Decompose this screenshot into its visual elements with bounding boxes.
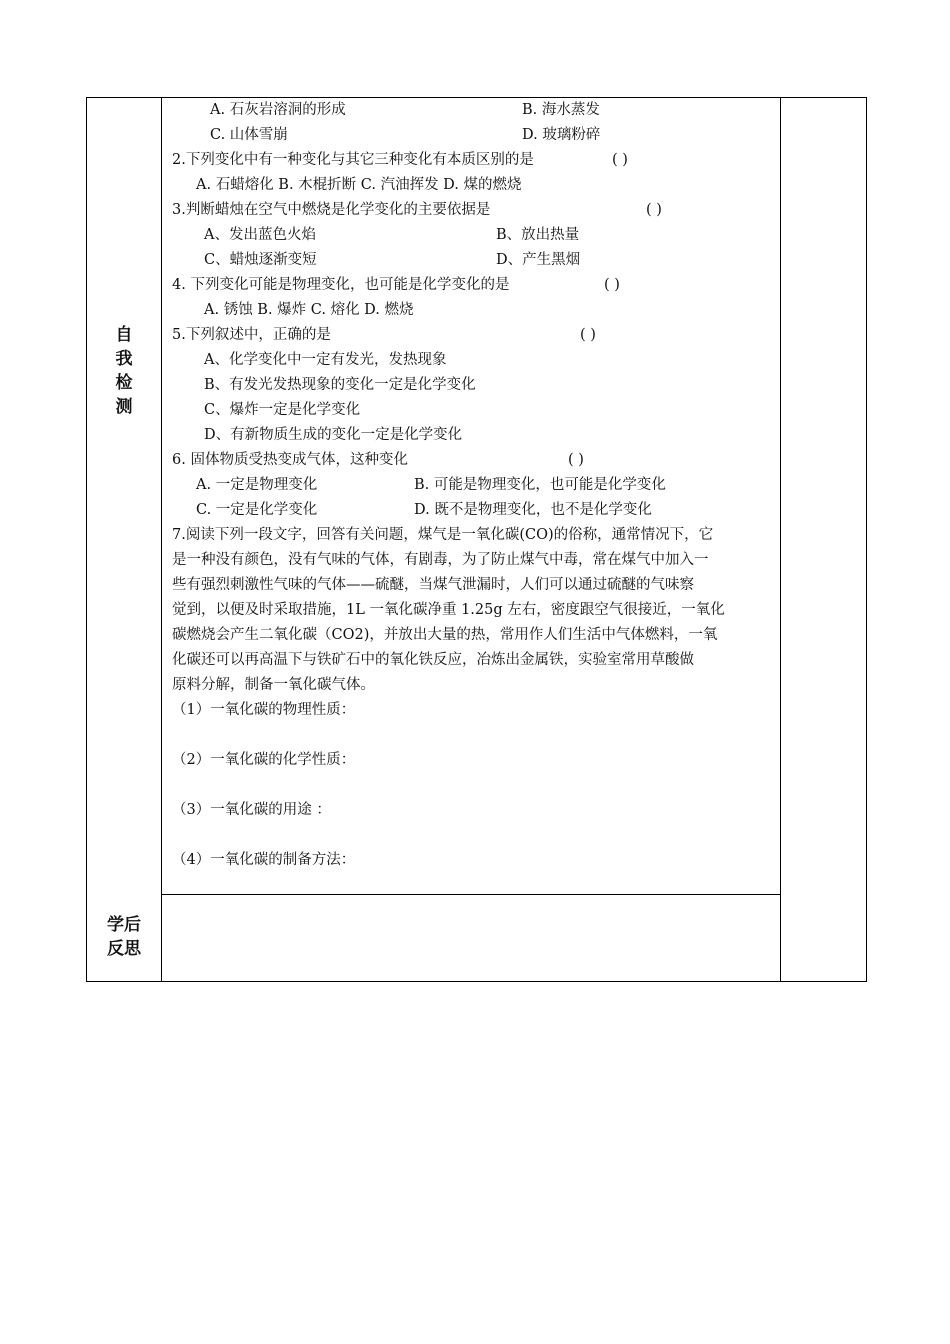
- q3-stem: 3.判断蜡烛在空气中燃烧是化学变化的主要依据是: [172, 202, 491, 218]
- q6-option-d: D. 既不是物理变化，也不是化学变化: [414, 502, 652, 518]
- q5-option-d: D、有新物质生成的变化一定是化学变化: [204, 427, 463, 443]
- q3-option-a: A、发出蓝色火焰: [204, 227, 316, 243]
- q4-options: A. 锈蚀 B. 爆炸 C. 熔化 D. 燃烧: [204, 302, 414, 318]
- reflection-line-1: 学后: [107, 915, 141, 935]
- q7-subquestion-3: （3）一氧化碳的用途 ：: [172, 802, 331, 818]
- q7-passage-line: 化碳还可以再高温下与铁矿石中的氧化铁反应，冶炼出金属铁，实验室常用草酸做: [172, 652, 694, 668]
- q3-answer-bracket: ( ): [646, 202, 662, 218]
- q7-passage-line: 觉到，以便及时采取措施，1L 一氧化碳净重 1.25g 左右，密度跟空气很接近，一氧化: [172, 602, 725, 618]
- column-divider-right: [780, 98, 781, 981]
- q1-option-b: B. 海水蒸发: [522, 102, 600, 118]
- q5-answer-bracket: ( ): [580, 327, 596, 343]
- q6-option-a: A. 一定是物理变化: [196, 477, 318, 493]
- q3-option-c: C、蜡烛逐渐变短: [204, 252, 317, 268]
- q2-answer-bracket: ( ): [612, 152, 628, 168]
- column-divider-left: [161, 98, 162, 981]
- q3-option-d: D、产生黑烟: [496, 252, 581, 268]
- q1-option-c: C. 山体雪崩: [210, 127, 288, 143]
- self-check-char-3: 检: [115, 373, 133, 393]
- q7-subquestion-2: （2）一氧化碳的化学性质：: [172, 752, 356, 768]
- reflection-line-2: 反思: [107, 939, 141, 959]
- q5-option-c: C、爆炸一定是化学变化: [204, 402, 361, 418]
- q6-answer-bracket: ( ): [568, 452, 584, 468]
- self-check-char-4: 测: [115, 397, 133, 417]
- q5-option-b: B、有发光发热现象的变化一定是化学变化: [204, 377, 476, 393]
- q1-option-d: D. 玻璃粉碎: [522, 127, 601, 143]
- q4-stem: 4. 下列变化可能是物理变化，也可能是化学变化的是: [172, 277, 510, 293]
- self-check-char-1: 自: [115, 325, 133, 345]
- q7-subquestion-1: （1）一氧化碳的物理性质：: [172, 702, 356, 718]
- row-divider: [161, 894, 780, 895]
- reflection-label: [87, 913, 161, 961]
- q3-option-b: B、放出热量: [496, 227, 580, 243]
- self-check-label: [87, 323, 161, 419]
- self-check-char-2: 我: [115, 349, 133, 369]
- q5-option-a: A、化学变化中一定有发光，发热现象: [204, 352, 447, 368]
- q7-passage-line: 原料分解，制备一氧化碳气体。: [172, 677, 375, 693]
- q6-option-b: B. 可能是物理变化，也可能是化学变化: [414, 477, 666, 493]
- q7-passage-line: 7.阅读下列一段文字，回答有关问题，煤气是一氧化碳(CO)的俗称，通常情况下，它: [172, 527, 714, 543]
- q6-stem: 6. 固体物质受热变成气体，这种变化: [172, 452, 408, 468]
- q2-stem: 2.下列变化中有一种变化与其它三种变化有本质区别的是: [172, 152, 534, 168]
- q6-option-c: C. 一定是化学变化: [196, 502, 318, 518]
- q4-answer-bracket: ( ): [604, 277, 620, 293]
- q7-passage-line: 碳燃烧会产生二氧化碳（CO2)，并放出大量的热，常用作人们生活中气体燃料，一氧: [172, 627, 718, 643]
- q7-subquestion-4: （4）一氧化碳的制备方法：: [172, 852, 356, 868]
- q7-passage-line: 是一种没有颜色，没有气味的气体，有剧毒，为了防止煤气中毒，常在煤气中加入一: [172, 552, 709, 568]
- q7-passage-line: 些有强烈刺激性气味的气体——硫醚，当煤气泄漏时，人们可以通过硫醚的气味察: [172, 577, 694, 593]
- q2-options: A. 石蜡熔化 B. 木棍折断 C. 汽油挥发 D. 煤的燃烧: [196, 177, 522, 193]
- q5-stem: 5.下列叙述中，正确的是: [172, 327, 331, 343]
- q1-option-a: A. 石灰岩溶洞的形成: [210, 102, 346, 118]
